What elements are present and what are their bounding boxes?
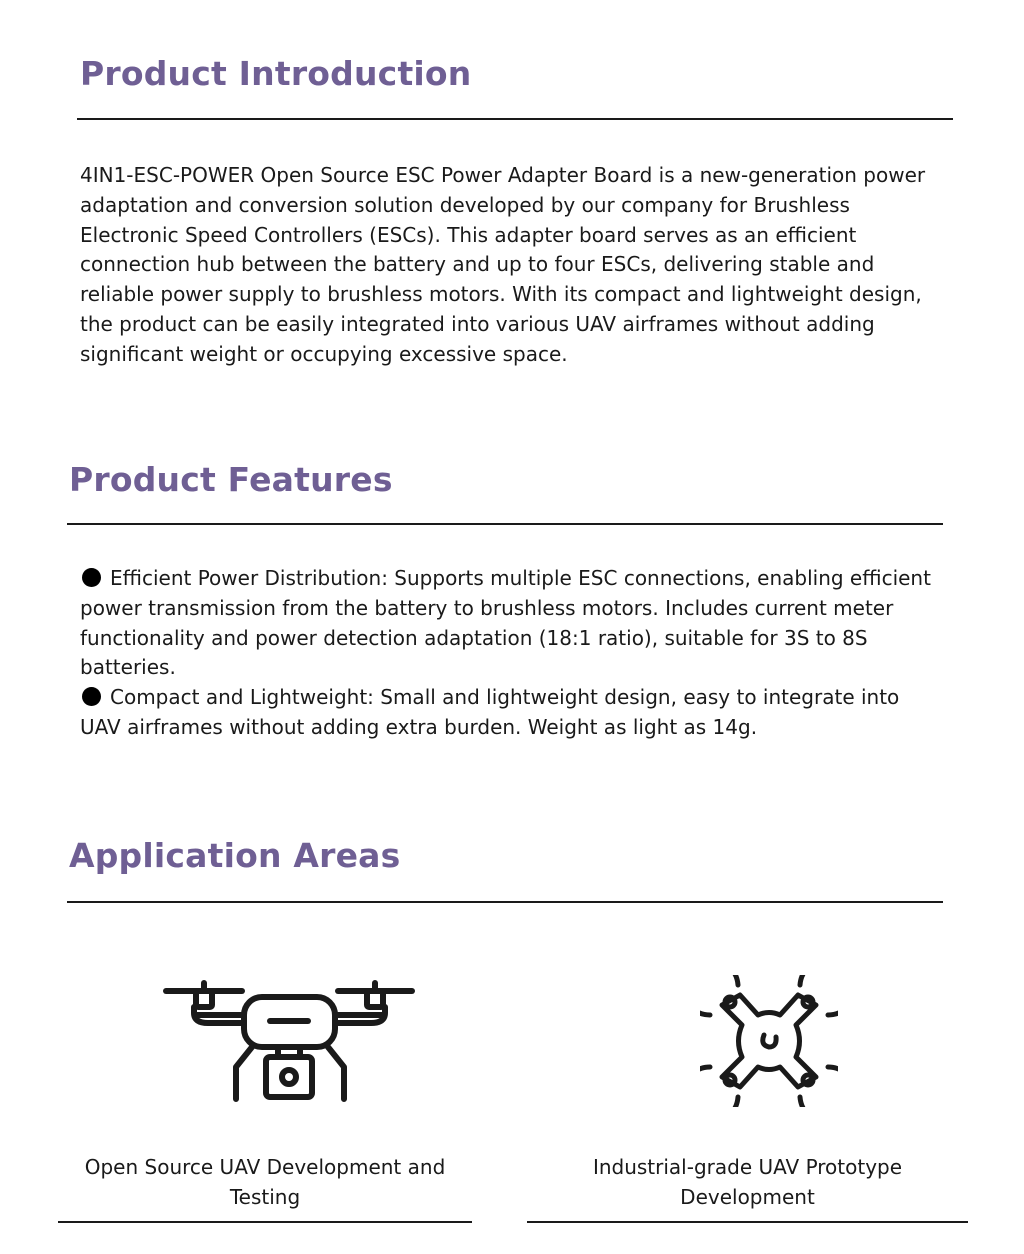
applications-title: Application Areas — [69, 836, 401, 875]
feature-text: Efficient Power Distribution: Supports multiple ESC connections, enabling efficient power transmission from the battery to brushless motors. Includes current meter functionality and power detection adaptation (18:1 ratio), suitable for 3S to 8S batteries. — [80, 566, 931, 680]
application-label-open-source: Open Source UAV Development and Testing — [84, 1155, 446, 1209]
application-divider-left — [58, 1221, 472, 1223]
bullet-icon — [82, 687, 101, 706]
applications-divider — [67, 901, 943, 903]
feature-text: Compact and Lightweight: Small and lightweight design, easy to integrate into UAV airframes without adding extra burden. Weight as light as 14g. — [80, 685, 900, 739]
intro-divider — [77, 118, 953, 120]
intro-text: 4IN1-ESC-POWER Open Source ESC Power Adapter Board is a new-generation power adaptation and conversion solution developed by our company for Brushless Electronic Speed Controllers (ESCs). This adapter board serves as an efficient connection hub between the battery and up to four ESCs, delivering stable and reliable power supply to brushless motors. With its compact and lightweight design, the product can be easily integrated into various UAV airframes without adding significant weight or occupying excessive space. — [80, 163, 926, 366]
application-label-industrial: Industrial-grade UAV Prototype Development — [592, 1155, 903, 1209]
feature-item — [80, 564, 940, 683]
feature-item — [80, 683, 940, 743]
bullet-icon — [82, 568, 101, 587]
camera-drone-icon — [160, 975, 420, 1105]
features-title: Product Features — [69, 460, 393, 499]
features-list — [80, 564, 940, 743]
application-divider-right — [527, 1221, 968, 1223]
quadcopter-frame-icon — [700, 975, 838, 1107]
features-divider — [67, 523, 943, 525]
intro-title: Product Introduction — [80, 54, 472, 93]
